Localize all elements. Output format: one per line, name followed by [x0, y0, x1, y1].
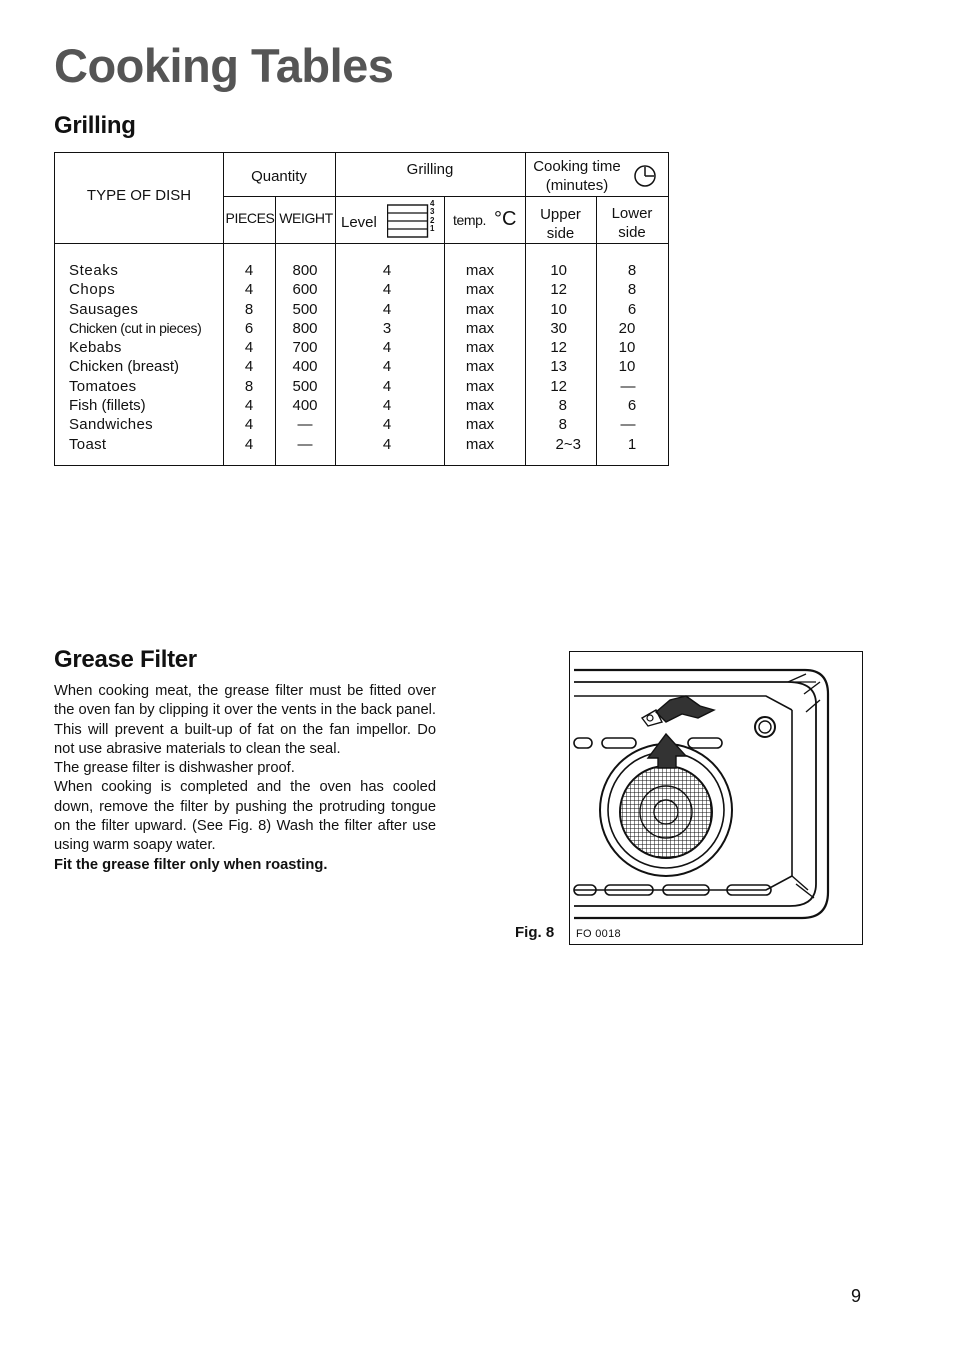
header-type-of-dish: TYPE OF DISH — [86, 187, 192, 204]
grilling-table — [54, 152, 669, 466]
cell-weight: 400 — [292, 397, 318, 415]
cell-weight: 600 — [292, 281, 318, 299]
cell-upper: 30 — [550, 319, 567, 337]
cell-weight: — — [297, 416, 313, 434]
header-upper-side: Upper side — [540, 206, 581, 242]
header-temp: temp. — [453, 212, 487, 228]
cell-level: 4 — [382, 397, 392, 415]
table-divider — [55, 243, 668, 244]
cell-upper: 12 — [550, 281, 567, 299]
cell-pieces: 8 — [244, 300, 254, 318]
header-pieces: PIECES — [225, 210, 275, 226]
cell-pieces: 4 — [244, 339, 254, 357]
cell-temp: max — [465, 377, 495, 395]
cell-lower: 1 — [627, 435, 637, 453]
cell-temp: max — [465, 416, 495, 434]
cell-level: 4 — [382, 435, 392, 453]
column-lower-side — [596, 261, 668, 454]
cell-upper: 12 — [550, 339, 567, 357]
cell-weight: 500 — [292, 300, 318, 318]
cell-temp: max — [465, 435, 495, 453]
cell-lower: — — [620, 377, 636, 395]
cell-dish: Tomatoes — [69, 377, 137, 395]
cell-level: 4 — [382, 300, 392, 318]
grease-filter-note: Fit the grease filter only when roasting. — [54, 856, 328, 873]
cell-temp: max — [465, 281, 495, 299]
cell-level: 4 — [382, 358, 392, 376]
cell-pieces: 6 — [244, 319, 254, 337]
cell-lower: 8 — [627, 281, 637, 299]
cell-lower: — — [620, 416, 636, 434]
cell-upper: 10 — [550, 262, 567, 279]
cell-level: 4 — [382, 377, 392, 395]
header-weight: WEIGHT — [279, 210, 333, 226]
header-cooking-time: Cooking time (minutes) — [533, 158, 621, 194]
cell-lower: 10 — [618, 339, 636, 357]
grease-filter-figure — [569, 651, 863, 945]
grease-filter-text — [54, 682, 436, 875]
figure-code: FO 0018 — [576, 928, 621, 940]
cell-weight: 800 — [292, 319, 318, 337]
clock-icon — [633, 164, 657, 188]
cell-dish: Sandwiches — [69, 416, 153, 434]
cell-upper: 13 — [550, 358, 567, 376]
paragraph: The grease filter is dishwasher proof. — [54, 760, 295, 777]
cell-temp: max — [465, 262, 495, 279]
header-grilling: Grilling — [406, 161, 454, 178]
cell-upper: 8 — [558, 416, 567, 434]
cell-pieces: 4 — [244, 416, 254, 434]
cell-weight: — — [297, 435, 313, 453]
grilling-heading: Grilling — [54, 112, 136, 139]
cell-temp: max — [465, 397, 495, 415]
cell-dish: Chops — [69, 281, 116, 299]
column-dish — [69, 261, 201, 454]
cell-weight: 800 — [292, 262, 318, 279]
paragraph: When cooking meat, the grease filter must be fitted over the oven fan by clipping it over the vents in the back panel. This will prevent a built-up of fat on the fan impellor. Do not use abrasive materials to clean the seal. — [54, 683, 436, 757]
page-title: Cooking Tables — [54, 39, 394, 92]
cell-pieces: 4 — [244, 397, 254, 415]
cell-level: 3 — [382, 319, 392, 337]
cell-dish: Fish (fillets) — [69, 397, 146, 415]
cell-dish: Sausages — [69, 300, 139, 318]
cell-pieces: 4 — [244, 262, 254, 279]
celsius-icon: °C — [494, 208, 517, 230]
cell-upper: 8 — [558, 397, 567, 415]
cell-lower: 6 — [627, 397, 637, 415]
cell-level: 4 — [382, 339, 392, 357]
cell-temp: max — [465, 339, 495, 357]
cell-pieces: 4 — [244, 358, 254, 376]
cell-temp: max — [465, 300, 495, 318]
column-pieces — [223, 261, 275, 454]
grease-filter-heading: Grease Filter — [54, 646, 197, 673]
cell-level: 4 — [382, 416, 392, 434]
cell-level: 4 — [382, 281, 392, 299]
cell-lower: 6 — [627, 300, 637, 318]
column-level — [335, 261, 439, 454]
cell-pieces: 4 — [244, 281, 254, 299]
header-lower-side: Lower side — [611, 205, 653, 241]
cell-upper: 10 — [550, 300, 567, 318]
oven-back-panel-illustration — [570, 652, 863, 945]
column-weight — [275, 261, 335, 454]
cell-lower: 10 — [618, 358, 636, 376]
cell-pieces: 4 — [244, 435, 254, 453]
figure-label: Fig. 8 — [515, 924, 555, 941]
cell-level: 4 — [382, 262, 392, 279]
column-temp — [444, 261, 516, 454]
cell-temp: max — [465, 358, 495, 376]
header-level: Level — [341, 214, 377, 231]
cell-lower: 20 — [618, 319, 636, 337]
cell-dish: Chicken (breast) — [69, 358, 180, 376]
shelf-level-icon — [387, 204, 429, 238]
table-divider — [223, 196, 668, 197]
cell-weight: 700 — [292, 339, 318, 357]
cell-dish: Toast — [69, 435, 107, 453]
cell-pieces: 8 — [244, 377, 254, 395]
level-marks: 4 3 2 1 — [430, 199, 435, 234]
cell-weight: 400 — [292, 358, 318, 376]
column-upper-side — [525, 261, 581, 454]
cell-temp: max — [465, 319, 495, 337]
cell-dish: Steaks — [69, 262, 119, 279]
cell-lower: 8 — [627, 262, 637, 279]
cell-dish: Kebabs — [69, 339, 122, 357]
cell-dish: Chicken (cut in pieces) — [69, 319, 202, 336]
cell-weight: 500 — [292, 377, 318, 395]
page-number: 9 — [851, 1286, 862, 1306]
header-quantity: Quantity — [251, 168, 307, 185]
cell-upper: 12 — [550, 377, 567, 395]
cell-upper: 2~3 — [555, 435, 581, 453]
paragraph: When cooking is completed and the oven has cooled down, remove the filter by pushing the protruding tongue on the filter upward. (See Fig. 8) Wash the filter after use using warm soapy water. — [54, 779, 436, 854]
